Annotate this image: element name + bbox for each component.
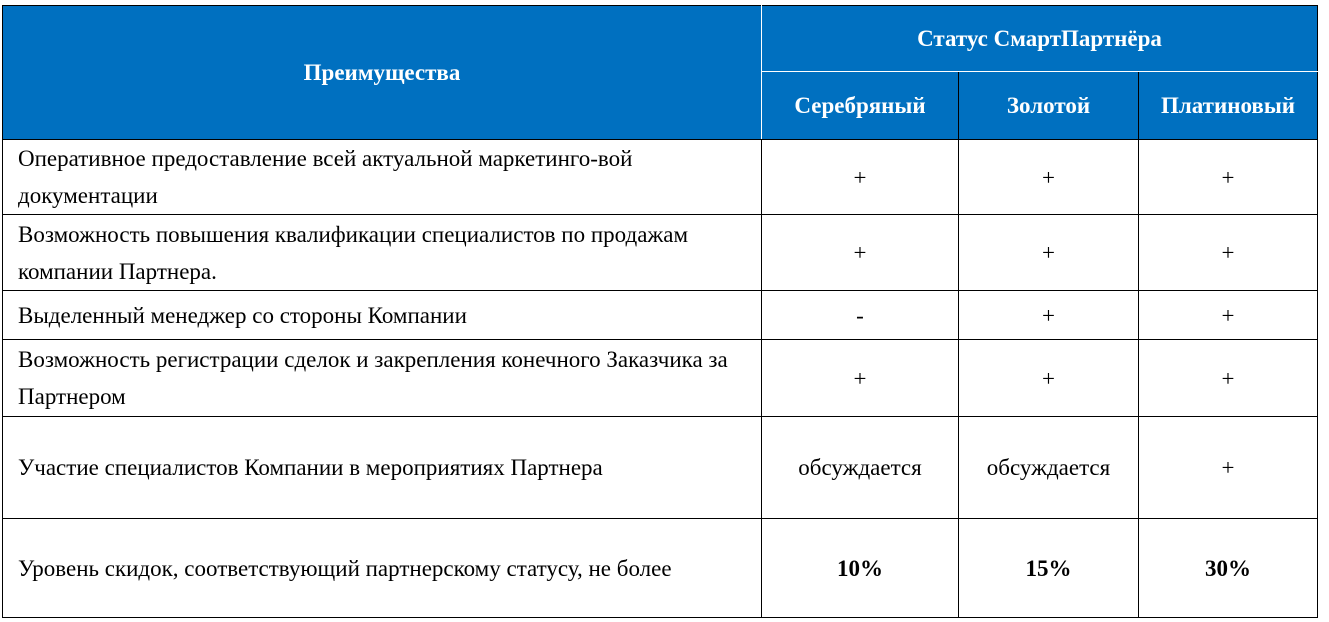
benefit-cell: Возможность повышения квалификации специалистов по продажам компании Партнера. [3,215,762,291]
level-header-silver: Серебряный [762,72,959,140]
silver-value-cell: + [762,140,959,215]
table-row [3,291,1318,340]
gold-value-cell: + [959,215,1139,291]
level-header-gold: Золотой [959,72,1139,140]
benefit-cell: Выделенный менеджер со стороны Компании [3,291,762,340]
gold-discount-cell: 15% [959,519,1139,618]
platinum-discount-cell: 30% [1139,519,1318,618]
silver-value-cell: обсуждается [762,417,959,519]
table-row [3,417,1318,519]
platinum-value-cell: + [1139,215,1318,291]
benefit-cell: Участие специалистов Компании в мероприятиях Партнера [3,417,762,519]
platinum-value-cell: + [1139,140,1318,215]
table-row [3,140,1318,215]
header-row-group [3,6,1318,72]
platinum-value-cell: + [1139,340,1318,417]
table-row [3,215,1318,291]
benefit-cell: Уровень скидок, соответствующий партнерскому статусу, не более [3,519,762,618]
gold-value-cell: обсуждается [959,417,1139,519]
silver-value-cell: - [762,291,959,340]
table-row [3,519,1318,618]
silver-value-cell: + [762,215,959,291]
gold-value-cell: + [959,140,1139,215]
benefits-column-header: Преимущества [3,6,762,140]
gold-value-cell: + [959,291,1139,340]
benefit-cell: Возможность регистрации сделок и закрепления конечного Заказчика за Партнером [3,340,762,417]
benefit-cell: Оперативное предоставление всей актуальной маркетинго-вой документации [3,140,762,215]
status-group-header: Статус СмартПартнёра [762,6,1318,72]
partner-status-table [2,5,1318,618]
silver-value-cell: + [762,340,959,417]
platinum-value-cell: + [1139,291,1318,340]
gold-value-cell: + [959,340,1139,417]
platinum-value-cell: + [1139,417,1318,519]
table-row [3,340,1318,417]
silver-discount-cell: 10% [762,519,959,618]
level-header-platinum: Платиновый [1139,72,1318,140]
